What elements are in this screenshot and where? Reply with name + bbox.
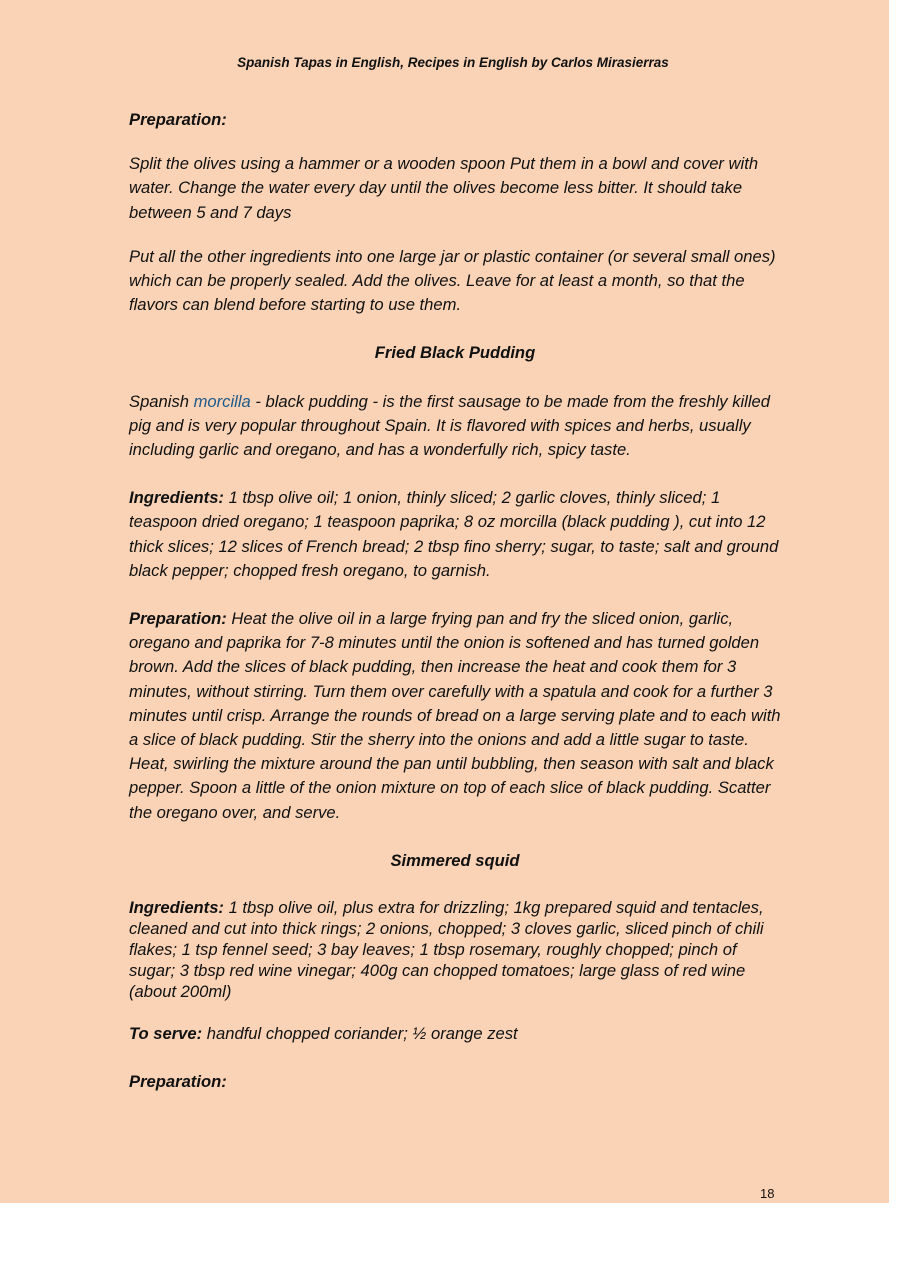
pudding-ingredients-text: 1 tbsp olive oil; 1 onion, thinly sliced; 2 garlic cloves, thinly sliced; 1 teaspoon dried oregano; 1 teaspoon paprika; 8 oz morcilla (black pudding ), cut into 12 thick slices; 12 slices of French bread; 2 tbsp fino sherry; sugar, to taste; salt and ground black pepper; chopped fresh oregano, to garnish. <box>129 488 779 580</box>
page-number: 18 <box>760 1186 775 1201</box>
pudding-intro-start: Spanish <box>129 391 194 411</box>
squid-ingredients-paragraph <box>129 897 781 1002</box>
squid-to-serve-label: To serve: <box>129 1024 203 1044</box>
pudding-preparation-paragraph <box>129 607 781 825</box>
morcilla-link[interactable]: morcilla <box>193 391 251 411</box>
squid-preparation-heading: Preparation: <box>129 1072 227 1092</box>
pudding-intro-paragraph <box>129 390 781 463</box>
pudding-preparation-label: Preparation: <box>129 609 227 629</box>
pudding-preparation-text: Heat the olive oil in a large frying pan and fry the sliced onion, garlic, oregano and paprika for 7-8 minutes until the onion is softened and has turned golden brown. Add the slices of black pudding, then increase the heat and cook them for 3 minutes, without stirring. Turn them over carefully with a spatula and cook for a further 3 minutes until crisp. Arrange the rounds of bread on a large serving plate and to each with a slice of black pudding. Stir the sherry into the onions and add a little sugar to taste. Heat, swirling the mixture around the pan until bubbling, then season with salt and black pepper. Spoon a little of the onion mixture on top of each slice of black pudding. Scatter the oregano over, and serve. <box>129 609 781 822</box>
pudding-intro-rest: - black pudding - is the first sausage to be made from the freshly killed pig and is very popular throughout Spain. It is flavored with spices and herbs, usually including garlic and oregano, and has a wonderfully rich, spicy taste. <box>129 391 771 460</box>
olives-preparation-paragraph-1: Split the olives using a hammer or a wooden spoon Put them in a bowl and cover with water. Change the water every day until the olives become less bitter. It should take between 5 and 7 days <box>129 154 759 222</box>
squid-ingredients-label: Ingredients: <box>129 898 224 918</box>
pudding-ingredients-label: Ingredients: <box>129 488 224 508</box>
running-header: Spanish Tapas in English, Recipes in English by Carlos Mirasierras <box>237 55 669 70</box>
squid-to-serve-text: handful chopped coriander; ½ orange zest <box>202 1024 518 1044</box>
olives-preparation-heading: Preparation: <box>129 110 227 129</box>
squid-ingredients-text: 1 tbsp olive oil, plus extra for drizzling; 1kg prepared squid and tentacles, cleaned and cut into thick rings; 2 onions, chopped; 3 cloves garlic, sliced pinch of chili flakes; 1 tsp fennel seed; 3 bay leaves; 1 tbsp rosemary, roughly chopped; pinch of sugar; 3 tbsp red wine vinegar; 400g can chopped tomatoes; large glass of red wine (about 200ml) <box>129 898 764 1002</box>
olives-preparation-paragraph-2: Put all the other ingredients into one large jar or plastic container (or several small ones) which can be properly sealed. Add the olives. Leave for at least a month, so that the flavors can blend before starting to use them. <box>129 246 776 315</box>
simmered-squid-title: Simmered squid <box>390 850 520 870</box>
page-content <box>129 108 781 1094</box>
fried-black-pudding-title: Fried Black Pudding <box>374 343 536 363</box>
squid-to-serve-paragraph <box>129 1022 781 1046</box>
pudding-ingredients-paragraph <box>129 486 781 583</box>
